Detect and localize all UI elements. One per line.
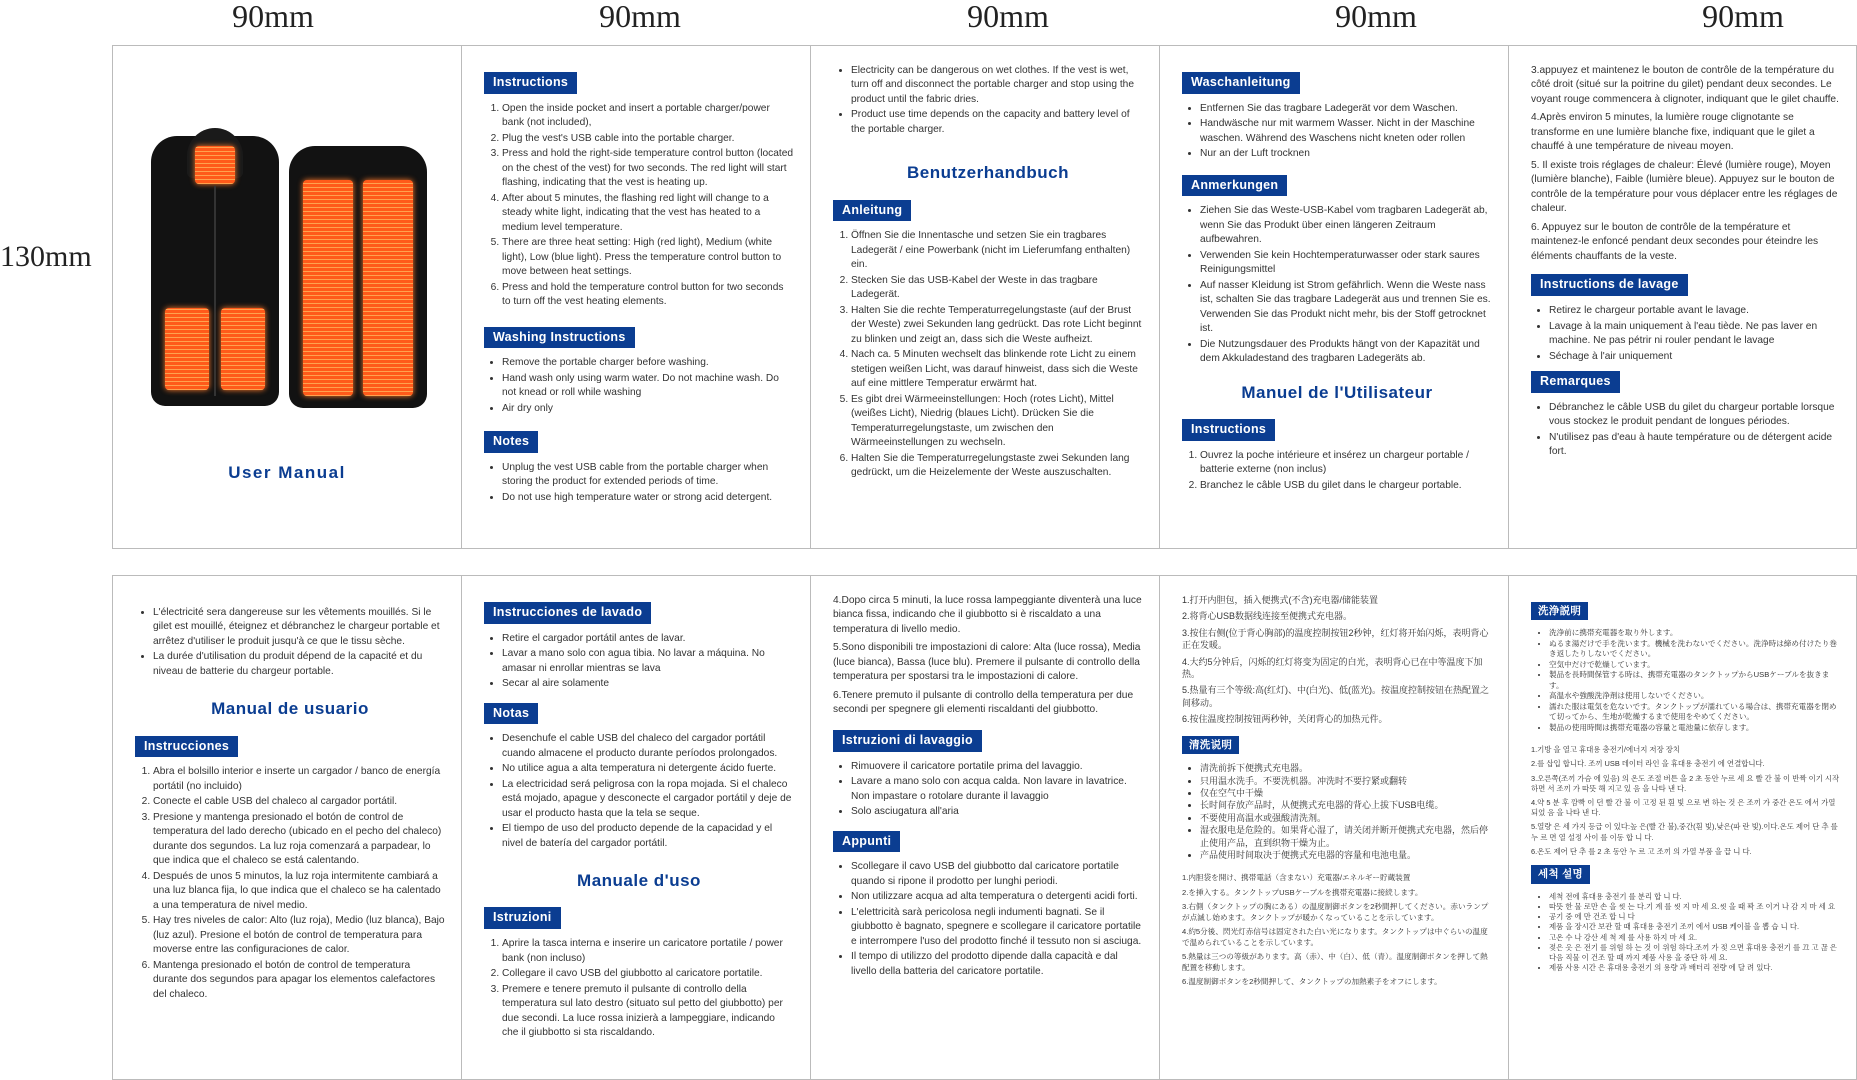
list-item: • 空気中だけで乾燥しています。 (1549, 660, 1840, 670)
list-item: • 제품 사용 시간 은 휴대용 충전기 의 용량 과 배터리 전량 에 달 려 있다. (1549, 963, 1840, 973)
list-item: 3. Press and hold the right-side temperature control button (located on the chest of the vest) for two seconds. The red light will start flashing, indicating that the vest is heating up. (502, 147, 794, 190)
panel-german-washing-french (1159, 46, 1508, 548)
list-item: 6. Halten Sie die Temperaturregelungstaste zwei Sekunden lang gedrückt, um die Heizelemente der Weste auszuschalten. (851, 452, 1143, 481)
german-manual-title: Benutzerhandbuch (907, 163, 1069, 183)
list-item: • 洗浄前に携帯充電器を取り外します。 (1549, 628, 1840, 638)
list-item: • L'électricité sera dangereuse sur les vêtements mouillés. Si le gilet est mouillé, éteignez et débranchez le chargeur portable et arrêtez d'utiliser le produit jusqu'à ce que le tissu sèche. (153, 606, 445, 649)
section-header-lavaggio: Istruzioni di lavaggio (833, 730, 982, 752)
list-item: • Remove the portable charger before washing. (502, 356, 794, 370)
dim-label-col5: 90mm (1702, 0, 1784, 34)
list-item: • ぬるま湯だけで手を洗います。機械を洗わないでください。洗浄時は締め付けたり巻き返したりしないでください。 (1549, 639, 1840, 660)
list-item: • No utilice agua a alta temperatura ni detergente ácido fuerte. (502, 762, 794, 776)
list-item: • 세척 전에 휴대용 충전기 를 분리 합 니 다. (1549, 892, 1840, 902)
list-item: • Hand wash only using warm water. Do not machine wash. Do not knead or roll while washing (502, 372, 794, 401)
list-item: 1. Öffnen Sie die Innentasche und setzen Sie ein tragbares Ladegerät / eine Powerbank (nicht im Lieferumfang enthalten) ein. (851, 229, 1143, 272)
list-item: • Lavage à la main uniquement à l'eau tiède. Ne pas laver en machine. Ne pas pétrir ni rouler pendant le lavage (1549, 320, 1840, 349)
list-item: 2. Branchez le câble USB du gilet dans le chargeur portable. (1200, 479, 1492, 493)
list-item: 3. Halten Sie die rechte Temperaturregelungstaste (auf der Brust der Weste) zwei Sekunden lang gedrückt. Das rote Licht beginnt zu blinken und zeigt an, dass sich die Weste aufheizt. (851, 304, 1143, 347)
dim-label-col4: 90mm (1335, 0, 1417, 34)
list-item: • Il tempo di utilizzo del prodotto dipende dalla capacità e dal livello della batteria del caricatore portatile. (851, 950, 1143, 979)
korean-wash-list (1531, 892, 1840, 974)
paragraph: 3.appuyez et maintenez le bouton de contrôle de la température du côté droit (situé sur la poitrine du gilet) pendant deux secondes. Le voyant rouge commencera à clignoter, indiquant que le gilet chauffe. (1531, 65, 1839, 105)
list-item: • Séchage à l'air uniquement (1549, 350, 1840, 364)
section-header-chinese-wash: 清洗说明 (1182, 736, 1239, 754)
paragraph: 4.約5分後、閃光灯赤信号は固定された白い光になります。タンクトップは中ぐらいの温度で温められていることを示しています。 (1182, 927, 1488, 947)
list-item: • 高温水や強酸洗浄剤は使用しないでください。 (1549, 691, 1840, 701)
istruzioni-list (484, 937, 794, 1040)
list-item: • Lavare a mano solo con acqua calda. Non lavare in lavatrice. Non impastare o rotolare durante il lavaggio (851, 775, 1143, 804)
section-header-lavado: Instrucciones de lavado (484, 602, 651, 624)
section-header-notes: Notes (484, 431, 538, 453)
appunti-list (833, 860, 1143, 979)
list-item: 5. Es gibt drei Wärmeeinstellungen: Hoch (rotes Licht), Mittel (weißes Licht), Niedrig (blaues Licht). Drücken Sie die Temperaturregelungstaste, um zwischen den Wärmeeinstellungen zu wechseln. (851, 393, 1143, 451)
panel-french-continued (1508, 46, 1857, 548)
korean-steps (1531, 745, 1840, 857)
list-item: 2. Conecte el cable USB del chaleco al cargador portátil. (153, 795, 445, 809)
section-header-anleitung: Anleitung (833, 200, 911, 222)
list-item: 2. Collegare il cavo USB del giubbotto al caricatore portatile. (502, 967, 794, 981)
paragraph: 4.약 5 분 후 깜빡 이 던 빨 간 불 이 고정 된 흰 빛 으로 변 하는 것 은 조끼 가 중간 온도 에서 가열 되었 음 을 나타 낸 다. (1531, 798, 1836, 818)
lavage-list (1531, 304, 1840, 364)
list-item: 3. Presione y mantenga presionado el botón de control de temperatura del lado derecho (ubicado en el pecho del chaleco) durante dos segundos. La luz roja comenzará a parpadear, lo que indica que el chaleco se está calentando. (153, 811, 445, 869)
list-item: 5. Hay tres niveles de calor: Alto (luz roja), Medio (luz blanca), Bajo (luz azul). Presione el botón de control de temperatura para moverse entre las configuraciones de calor. (153, 914, 445, 957)
paragraph: 3.按住右侧(位于背心胸部)的温度控制按钮2秒钟，红灯将开始闪烁，表明背心正在发暖。 (1182, 627, 1489, 651)
spanish-manual-title: Manual de usuario (211, 699, 369, 719)
section-header-waschanleitung: Waschanleitung (1182, 72, 1300, 94)
paragraph: 1.기방 을 열고 휴대용 충전기/에너지 저장 장치 (1531, 745, 1681, 755)
panel-german-instructions (810, 46, 1159, 548)
heated-vest-back-image (289, 146, 427, 408)
list-item: • La electricidad será peligrosa con la ropa mojada. Si el chaleco está mojado, apague y desconecte el cargador portátil y deje de usar el producto hasta que la tela se seque. (502, 778, 794, 821)
washing-list (484, 356, 794, 416)
list-item: • 产品使用时间取决于便携式充电器的容量和电池电量。 (1200, 849, 1492, 861)
list-item: • Electricity can be dangerous on wet clothes. If the vest is wet, turn off and disconnect the portable charger and stop using the product until the fabric dries. (851, 64, 1143, 107)
list-item: 2. Stecken Sie das USB-Kabel der Weste in das tragbare Ladegerät. (851, 274, 1143, 303)
japanese-steps (1182, 873, 1492, 987)
list-item: 1. Abra el bolsillo interior e inserte un cargador / banco de energía portátil (no incluido) (153, 765, 445, 794)
paragraph: 5.热量有三个等级:高(红灯)、中(白光)、低(蓝光)。按温度控制按钮在热配置之间移动。 (1182, 685, 1489, 708)
list-item: 6. Press and hold the temperature control button for two seconds to turn off the vest heating elements. (502, 281, 794, 310)
remarques-list (1531, 401, 1840, 460)
section-header-anmerkungen: Anmerkungen (1182, 175, 1287, 197)
paragraph: 5.Sono disponibili tre impostazioni di calore: Alta (luce rossa), Media (luce bianca), Bassa (luce blu). Premere il pulsante di controllo della temperatura per spostarsi tra le impostazioni di calore. (833, 642, 1141, 683)
french-notes-continued-list (135, 606, 445, 679)
heated-vest-front-image (151, 136, 279, 406)
chinese-steps (1182, 594, 1492, 726)
french-instructions-continued (1531, 64, 1840, 264)
list-item: 4. Nach ca. 5 Minuten wechselt das blinkende rote Licht zu einem stetigen weißen Licht, was darauf hinweist, dass sich die Weste auf eine mittlere Temperatur erwärmt hat. (851, 348, 1143, 391)
list-item: • Ziehen Sie das Weste-USB-Kabel vom tragbaren Ladegerät ab, wenn Sie das Produkt über einen längeren Zeitraum aufbewahren. (1200, 204, 1492, 247)
list-item: • Non utilizzare acqua ad alta temperatura o detergenti acidi forti. (851, 890, 1143, 904)
manual-sheet-top (112, 45, 1857, 549)
section-header-instructions-fr: Instructions (1182, 419, 1275, 441)
list-item: • Entfernen Sie das tragbare Ladegerät vor dem Waschen. (1200, 102, 1492, 116)
panel-english-instructions (461, 46, 810, 548)
paragraph: 5. Il existe trois réglages de chaleur: Élevé (lumière rouge), Moyen (lumière blanche), Faible (lumière bleue). Appuyez sur le bouton de contrôle de la température pour vous déplacer entre les réglages de chaleur. (1531, 159, 1838, 215)
cover-panel (112, 46, 461, 548)
list-item: • Scollegare il cavo USB del giubbotto dal caricatore portatile quando si ripone il prodotto per lunghi periodi. (851, 860, 1143, 889)
list-item: • Solo asciugatura all'aria (851, 805, 1143, 819)
section-header-korean-wash: 세척 설명 (1531, 865, 1590, 883)
paragraph: 1.打开内胆包，插入便携式(不含)充电器/储能装置 (1182, 595, 1379, 605)
list-item: 4. Después de unos 5 minutos, la luz roja intermitente cambiará a una luz blanca fija, lo que indica que el chaleco se ha calentado a una temperatura de nivel medio. (153, 870, 445, 913)
paragraph: 6. Appuyez sur le bouton de contrôle de la température et maintenez-le enfoncé pendant deux secondes pour éteindre les éléments chauffants de la veste. (1531, 221, 1819, 262)
list-item: • Auf nasser Kleidung ist Strom gefährlich. Wenn die Weste nass ist, schalten Sie das tragbare Ladegerät aus und trennen Sie es. Verwenden Sie das Produkt nicht mehr, bis der Stoff getrocknet ist. (1200, 279, 1492, 337)
paragraph: 6.温度制御ボタンを2秒間押して、タンクトップの加熱素子をオフにします。 (1182, 977, 1442, 987)
section-header-lavage: Instructions de lavage (1531, 274, 1688, 296)
list-item: 1. Ouvrez la poche intérieure et insérez un chargeur portable / batterie externe (non inclus) (1200, 449, 1492, 478)
list-item: 1. Aprire la tasca interna e inserire un caricatore portatile / power bank (non incluso) (502, 937, 794, 966)
list-item: • 따뜻 한 물 로만 손 을 씻 는 다.기 계 를 씻 지 마 세 요.씻 을 때 꽉 조 이거 나 감 지 마 세 요 (1549, 902, 1840, 912)
paragraph: 2.를 삽입 합니다. 조끼 USB 데이터 라인 을 휴대용 충전기 에 연결합니다. (1531, 759, 1765, 769)
anmerkungen-list (1182, 204, 1492, 366)
list-item: 2. Plug the vest's USB cable into the portable charger. (502, 132, 794, 146)
instrucciones-list (135, 765, 445, 1002)
section-header-appunti: Appunti (833, 831, 900, 853)
list-item: • 只用温水洗手。不要洗机器。冲洗时不要拧紧或翻转 (1200, 775, 1492, 787)
list-item: • Product use time depends on the capacity and battery level of the portable charger. (851, 108, 1143, 137)
paragraph: 6.Tenere premuto il pulsante di controllo della temperatura per due secondi per spegnere gli elementi riscaldanti del giubbotto. (833, 689, 1134, 716)
cover-title: User Manual (228, 463, 346, 482)
panel-chinese-japanese (1159, 576, 1508, 1079)
paragraph: 2.将背心USB数据线连接至便携式充电器。 (1182, 611, 1353, 622)
anleitung-list (833, 229, 1143, 480)
paragraph: 4.Dopo circa 5 minuti, la luce rossa lampeggiante diventerà una luce bianca fissa, indicando che il giubbotto si è riscaldato a una temperatura di livello medio. (833, 595, 1142, 635)
wasch-list (1182, 102, 1492, 162)
list-item: • Air dry only (502, 402, 794, 416)
list-item: 3. Premere e tenere premuto il pulsante di controllo della temperatura sul lato destro (situato sul petto del giubbotto) per due secondi. La luce rossa inizierà a lampeggiare, indicando che il giubbotto si sta riscaldando. (502, 983, 794, 1041)
notas-list (484, 732, 794, 851)
list-item: • Do not use high temperature water or strong acid detergent. (502, 491, 794, 505)
list-item: • N'utilisez pas d'eau à haute température ou de détergent acide fort. (1549, 431, 1840, 460)
dim-label-col1: 90mm (232, 0, 314, 34)
chinese-wash-list (1182, 762, 1492, 861)
section-header-instructions: Instructions (484, 72, 577, 94)
list-item: • 공기 중 에 만 건조 합 니 다 (1549, 912, 1840, 922)
list-item: • L'elettricità sarà pericolosa negli indumenti bagnati. Se il giubbotto è bagnato, spegnere e scollegare il caricatore portatile e interrompere l'uso del prodotto finché il tessuto non si asciuga. (851, 906, 1143, 949)
list-item: • Nur an der Luft trocknen (1200, 147, 1492, 161)
panel-italian-continued (810, 576, 1159, 1079)
list-item: • 清洗前拆下便携式充电器。 (1200, 762, 1492, 774)
istruzioni-continued (833, 594, 1143, 718)
panel-japanese-korean (1508, 576, 1857, 1079)
list-item: 5. There are three heat setting: High (red light), Medium (white light), Low (blue light). Press the temperature control button to move between heat settings. (502, 236, 794, 279)
dim-label-col2: 90mm (599, 0, 681, 34)
section-header-instrucciones: Instrucciones (135, 736, 238, 758)
paragraph: 4.大约5分钟后，闪烁的红灯将变为固定的白光，表明背心已在中等温度下加热。 (1182, 656, 1483, 680)
list-item: • 不要使用高温水或强酸清洗剂。 (1200, 812, 1492, 824)
paragraph: 3.右側（タンクトップの胸にある）の温度制御ボタンを2秒間押してください。赤いランプが点滅し始めます。タンクトップが暖かくなっていることを示しています。 (1182, 902, 1489, 922)
paragraph: 5.열량 은 세 가지 등급 이 있다:높 은(빨 간 불),중간(흰 빛),낮은(파 란 빛).이다.온도 제어 단 추 를 누 르 면 열 설정 사이 를 이동 합 니 다. (1531, 822, 1838, 842)
italian-manual-title: Manuale d'uso (577, 871, 701, 891)
paragraph: 6.按住温度控制按钮两秒钟，关闭背心的加热元件。 (1182, 714, 1388, 725)
french-instructions-list (1182, 449, 1492, 493)
paragraph: 1.内胆袋を開け、携帯電話（含まない）充電器/エネルギー貯蔵装置 (1182, 873, 1411, 883)
dim-label-height: 130mm (0, 240, 92, 273)
list-item: • Die Nutzungsdauer des Produkts hängt von der Kapazität und dem Akkuladestand des tragbaren Ladegeräts ab. (1200, 338, 1492, 367)
notes-continued-list (833, 64, 1143, 137)
list-item: • La durée d'utilisation du produit dépend de la capacité et du niveau de batterie du chargeur portable. (153, 650, 445, 679)
list-item: • 濡れた服は電気を危ないです。タンクトップが濡れている場合は、携帯充電器を閉めて切ってから、生地が乾燥するまで使用をやめてください。 (1549, 702, 1840, 723)
list-item: • Retire el cargador portátil antes de lavar. (502, 632, 794, 646)
manual-sheet-bottom (112, 575, 1857, 1080)
japanese-wash-list (1531, 628, 1840, 733)
paragraph: 3.오른쪽(조끼 가슴 에 있음) 의 온도 조절 버튼 을 2 초 동안 누르 세 요 빨 간 불 이 반짝 이기 시작 하면 서 조끼 가 따뜻 해 지고 있 음 을 나타 낸 다. (1531, 773, 1840, 793)
list-item: • Verwenden Sie kein Hochtemperaturwasser oder stark saures Reinigungsmittel (1200, 249, 1492, 278)
section-header-washing: Washing Instructions (484, 327, 635, 349)
instructions-list (484, 102, 794, 310)
section-header-notas: Notas (484, 703, 538, 725)
paragraph: 4.Après environ 5 minutes, la lumière rouge clignotante se transforme en une lumière blanche fixe, indiquant que le gilet a chauffé à une température de niveau moyen. (1531, 112, 1815, 153)
list-item: • Débranchez le câble USB du gilet du chargeur portable lorsque vous stockez le produit pendant de longues périodes. (1549, 401, 1840, 430)
list-item: 4. After about 5 minutes, the flashing red light will change to a steady white light, indicating that the vest has heated to a medium level temperature. (502, 192, 794, 235)
paragraph: 6.온도 제어 단 추 를 2 초 동안 누 르 고 조끼 의 가열 부품 을 끕 니 다. (1531, 846, 1752, 856)
list-item: 1. Open the inside pocket and insert a portable charger/power bank (not included), (502, 102, 794, 131)
list-item: • 제품 을 장시간 보관 할 때 휴대용 충전기 조끼 에서 USB 케이블 을 뽑 습 니 다. (1549, 922, 1840, 932)
list-item: • Secar al aire solamente (502, 677, 794, 691)
list-item: 6. Mantenga presionado el botón de control de temperatura durante dos segundos para apagar los elementos calefactores del chaleco. (153, 959, 445, 1002)
notes-list (484, 461, 794, 505)
section-header-japanese-wash: 洗浄説明 (1531, 602, 1588, 620)
french-manual-title: Manuel de l'Utilisateur (1241, 382, 1433, 402)
list-item: • Handwäsche nur mit warmem Wasser. Nicht in der Maschine waschen. Während des Waschens nicht kneten oder rollen (1200, 117, 1492, 146)
list-item: • Rimuovere il caricatore portatile prima del lavaggio. (851, 760, 1143, 774)
panel-spanish-washing-italian (461, 576, 810, 1079)
lavado-list (484, 632, 794, 692)
list-item: • 长时间存放产品时，从便携式充电器的背心上拔下USB电缆。 (1200, 799, 1492, 811)
list-item: • 製品の使用時間は携帯充電器の容量と電池量に依存します。 (1549, 723, 1840, 733)
list-item: • 젖은 옷 은 전기 를 위험 하 는 것 이 위험 하다.조끼 가 젖 으면 휴대용 충전기 를 끄 고 끊 은 다음 직물 이 건조 할 때 까지 제품 사용 을 중단 하 세 요. (1549, 943, 1840, 963)
paragraph: 5.熱量は三つの等級があります。高（赤）、中（白）、低（青）。温度制御ボタンを押して熱配置を移動します。 (1182, 952, 1488, 972)
dim-label-col3: 90mm (967, 0, 1049, 34)
list-item: • 製品を長時間保管する時は、携帯充電器のタンクトップからUSBケーブルを抜きます。 (1549, 670, 1840, 691)
section-header-remarques: Remarques (1531, 371, 1620, 393)
list-item: • 고온 수 나 강산 세 척 제 를 사용 하지 마 세 요. (1549, 933, 1840, 943)
list-item: • Lavar a mano solo con agua tibia. No lavar a máquina. No amasar ni enrollar mientras se lava (502, 647, 794, 676)
section-header-istruzioni: Istruzioni (484, 907, 561, 929)
list-item: • Unplug the vest USB cable from the portable charger when storing the product for extended periods of time. (502, 461, 794, 490)
list-item: • 湿衣服电是危险的。如果背心湿了，请关闭并断开便携式充电器，然后停止使用产品，直到织物干燥为止。 (1200, 824, 1492, 849)
list-item: • 仅在空气中干燥 (1200, 787, 1492, 799)
panel-spanish-instructions (112, 576, 461, 1079)
lavaggio-list (833, 760, 1143, 820)
list-item: • Retirez le chargeur portable avant le lavage. (1549, 304, 1840, 318)
list-item: • Desenchufe el cable USB del chaleco del cargador portátil cuando almacene el producto durante períodos prolongados. (502, 732, 794, 761)
list-item: • El tiempo de uso del producto depende de la capacidad y el nivel de batería del cargador portátil. (502, 822, 794, 851)
paragraph: 2.を挿入する。タンクトップUSBケーブルを携帯充電器に接続します。 (1182, 887, 1423, 897)
